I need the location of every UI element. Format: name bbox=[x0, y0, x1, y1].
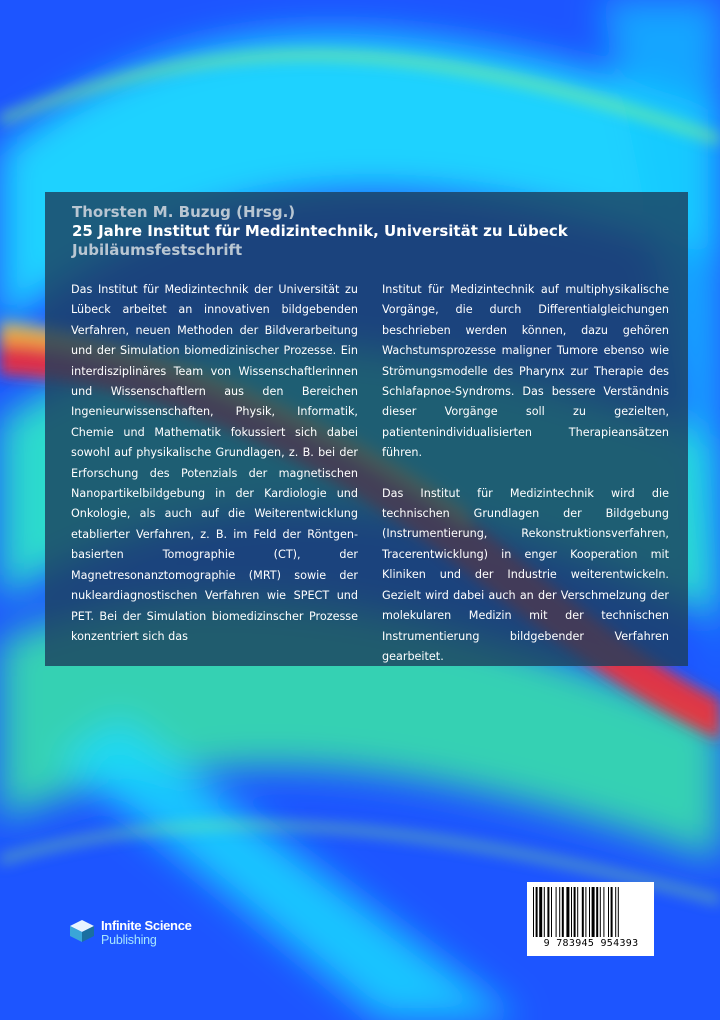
header-block bbox=[72, 203, 672, 260]
publisher-name: Infinite Science bbox=[101, 918, 192, 933]
publisher-subname: Publishing bbox=[101, 933, 157, 947]
publisher-logo bbox=[67, 916, 207, 952]
cube-logo-icon bbox=[67, 918, 97, 944]
barcode-bars bbox=[533, 887, 648, 939]
barcode-digits: 9 783945 954393 bbox=[543, 938, 639, 949]
body-paragraph: Das Institut für Medizintechnik der Universität zu Lübeck arbeitet an innovativen bildgebenden Verfahren, neuen Methoden der Bildverarbeitung und der Simulation biomedizinischer Prozesse. Ein interdisziplinäres Team von Wissenschaftlerinnen und Wissenschaftlern aus den Bereichen Ingenieurwissenschaften, Physik, Informatik, Chemie und Mathematik fokussiert sich dabei sowohl auf physikalische Grundlagen, z. B. bei der Erforschung des Potenzials der magnetischen Nanopartikelbildgebung in der Kardiologie und Onkologie, als auch auf die Weiterentwicklung etablierter Verfahren, z. B. im Feld der Röntgen-basierten Tomographie (CT), der Magnetresonanztomographie (MRT) sowie der nukleardiagnostischen Verfahren wie SPECT und PET. Bei der Simulation biomedizinscher Prozesse konzentriert sich das bbox=[71, 283, 358, 643]
body-paragraph: Institut für Medizintechnik auf multiphysikalische Vorgänge, die durch Differentialgleichungen beschrieben werden können, dazu gehören Wachstumsprozesse maligner Tumore ebenso wie Strömungsmodelle des Pharynx zur Therapie des Schlafapnoe-Syndroms. Das bessere Verständnis dieser Vorgänge soll zu gezielten, patientenindividualisierten Therapieansätzen führen. bbox=[382, 283, 669, 460]
isbn-barcode bbox=[527, 882, 654, 956]
body-column-left bbox=[71, 280, 358, 647]
body-column-right bbox=[382, 280, 669, 667]
book-subtitle: Jubiläumsfestschrift bbox=[72, 241, 243, 259]
body-paragraph: Das Institut für Medizintechnik wird die technischen Grundlagen der Bildgebung (Instrumentierung, Rekonstruktionsverfahren, Tracerentwicklung) in enger Kooperation mit Kliniken und der Industrie weiterentwickeln. Gezielt wird dabei auch an der Verschmelzung der molekularen Medizin mit der technischen Instrumentierung bildgebender Verfahren gearbeitet. bbox=[382, 486, 669, 663]
editor-line: Thorsten M. Buzug (Hrsg.) bbox=[72, 203, 296, 221]
book-title: 25 Jahre Institut für Medizintechnik, Universität zu Lübeck bbox=[72, 222, 568, 240]
